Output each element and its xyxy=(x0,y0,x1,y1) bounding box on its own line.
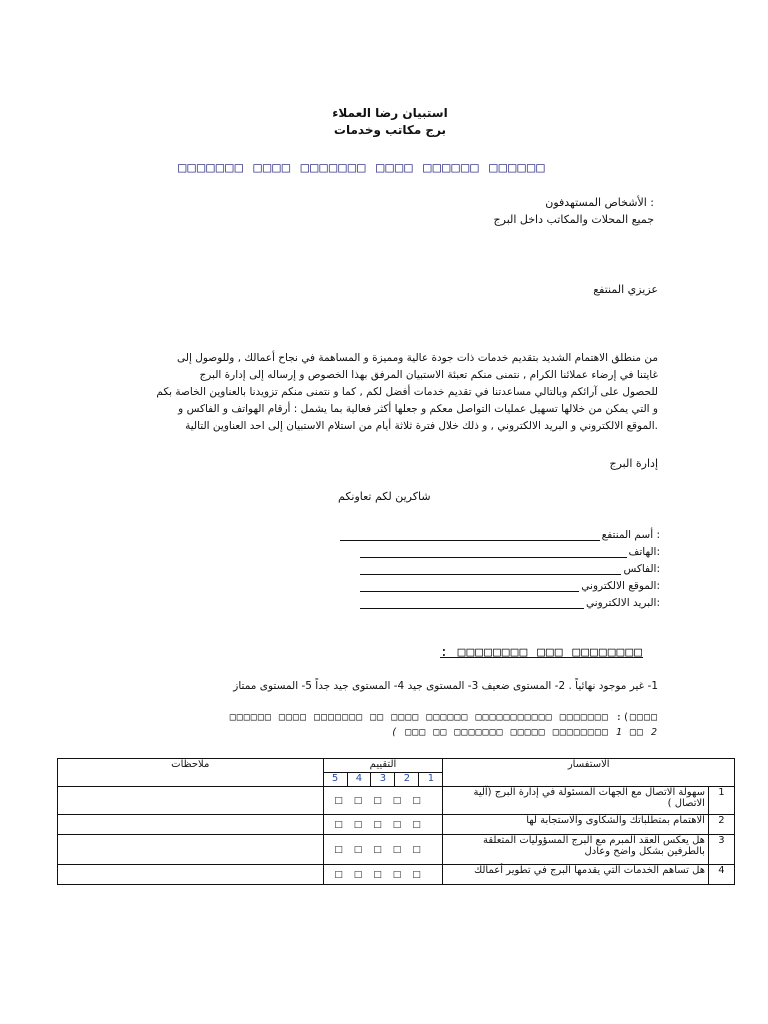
rating-checkboxes[interactable]: □□□□□ xyxy=(323,865,443,885)
field-label-fax: :الفاكس xyxy=(623,563,660,575)
field-label-phone: :الهاتف xyxy=(628,546,660,558)
field-line-email[interactable] xyxy=(360,596,584,609)
field-label-name: : أسم المنتفع xyxy=(601,529,660,541)
questionnaire-table xyxy=(57,758,735,885)
instructions-line1: □□□□□□ □□□□ □□□□□□□ □□ □□□□ □□□□□□ □□□□□□□□□□□ □□□□□□□ :(□□□□ xyxy=(229,712,658,723)
scale-2: 2 xyxy=(395,773,419,787)
contact-row-phone xyxy=(360,541,660,558)
table-row xyxy=(58,815,735,835)
thanks-text: شاكرين لكم تعاونكم xyxy=(338,490,431,503)
contact-row-website xyxy=(360,575,660,592)
contact-row-email xyxy=(360,592,660,609)
contact-form xyxy=(360,524,660,609)
row-number: 1 xyxy=(708,787,734,815)
field-line-fax[interactable] xyxy=(360,562,621,575)
rating-checkboxes[interactable]: □□□□□ xyxy=(323,787,443,815)
row-number: 4 xyxy=(708,865,734,885)
field-label-email: :البريد الالكتروني xyxy=(586,597,660,609)
question-text: هل يعكس العقد المبرم مع البرج المسؤوليات المتعلقة بالطرفين بشكل واضح وعادل xyxy=(443,835,709,865)
survey-subtitle: برج مكاتب وخدمات xyxy=(333,123,447,137)
header-question: الاستفسار xyxy=(443,759,735,787)
body-paragraph xyxy=(98,350,658,435)
body-line: للحصول على آرائكم وبالتالي مساعدتنا في تقديم خدمات أفضل لكم , كما و نتمنى منكم تزويدنا بالعناوين الخاصة بكم xyxy=(156,386,658,398)
notes-cell[interactable] xyxy=(58,815,324,835)
greeting: عزيزي المنتفع xyxy=(593,283,658,296)
question-text: هل تساهم الخدمات التي يقدمها البرج في تطوير أعمالك xyxy=(443,865,709,885)
rating-checkboxes[interactable]: □□□□□ xyxy=(323,815,443,835)
target-value: جميع المحلات والمكاتب داخل البرج xyxy=(493,213,654,226)
notes-cell[interactable] xyxy=(58,865,324,885)
field-line-website[interactable] xyxy=(360,579,579,592)
section-heading: : □□□□□□□□ □□□ □□□□□□□□ xyxy=(440,645,644,660)
field-line-phone[interactable] xyxy=(360,545,627,558)
contact-row-name xyxy=(340,524,660,541)
question-text: سهولة الاتصال مع الجهات المسئولة في إدارة البرج (آلية الاتصال ) xyxy=(443,787,709,815)
field-line-name[interactable] xyxy=(340,528,600,541)
instructions-line2: ( □□□ □□ □□□□□□□ □□□□□ □□□□□□□□ 1 □□ 2 xyxy=(391,727,658,738)
table-row xyxy=(58,787,735,815)
body-line: من منطلق الاهتمام الشديد بتقديم خدمات ذات جودة عالية ومميزة و المساهمة في نجاح أعمالك , وللوصول إلى xyxy=(177,352,658,364)
scale-1: 1 xyxy=(419,773,443,787)
boxed-heading: □□□□□□□ □□□□ □□□□□□□ □□□□ □□□□□□ □□□□□□ xyxy=(178,160,546,176)
field-label-website: :الموقع الالكتروني xyxy=(581,580,660,592)
table-row xyxy=(58,835,735,865)
scale-5: 5 xyxy=(323,773,347,787)
question-text: الاهتمام بمتطلباتك والشكاوى والاستجابة لها xyxy=(443,815,709,835)
contact-row-fax xyxy=(360,558,660,575)
body-line: .الموقع الالكتروني و البريد الالكتروني , و ذلك خلال فترة ثلاثة أيام من استلام الاستبيان إلى احد العناوين التالية xyxy=(185,420,658,432)
body-line: و التي يمكن من خلالها تسهيل عمليات التواصل معكم و جعلها أكثر فعالية بما يشمل : أرقام الهواتف و الفاكس و xyxy=(178,403,658,415)
header-notes: ملاحظات xyxy=(58,759,324,787)
rating-checkboxes[interactable]: □□□□□ xyxy=(323,835,443,865)
rating-scale-legend: 1- غير موجود نهائياً . 2- المستوى ضعيف 3- المستوى جيد 4- المستوى جيد جداً 5- المستوى ممتاز xyxy=(233,680,658,692)
header-rating: التقييم xyxy=(323,759,443,773)
survey-title: استبيان رضا العملاء xyxy=(332,106,448,120)
notes-cell[interactable] xyxy=(58,787,324,815)
target-label: : الأشخاص المستهدفون xyxy=(545,196,654,209)
scale-3: 3 xyxy=(371,773,395,787)
body-line: غايتنا في إرضاء عملائنا الكرام , نتمنى منكم تعبئة الاستبيان المرفق بهذا الخصوص و إرساله إلى إدارة البرج xyxy=(199,369,658,381)
scale-4: 4 xyxy=(347,773,371,787)
row-number: 2 xyxy=(708,815,734,835)
notes-cell[interactable] xyxy=(58,835,324,865)
table-row xyxy=(58,865,735,885)
row-number: 3 xyxy=(708,835,734,865)
management-signoff: إدارة البرج xyxy=(609,457,658,470)
